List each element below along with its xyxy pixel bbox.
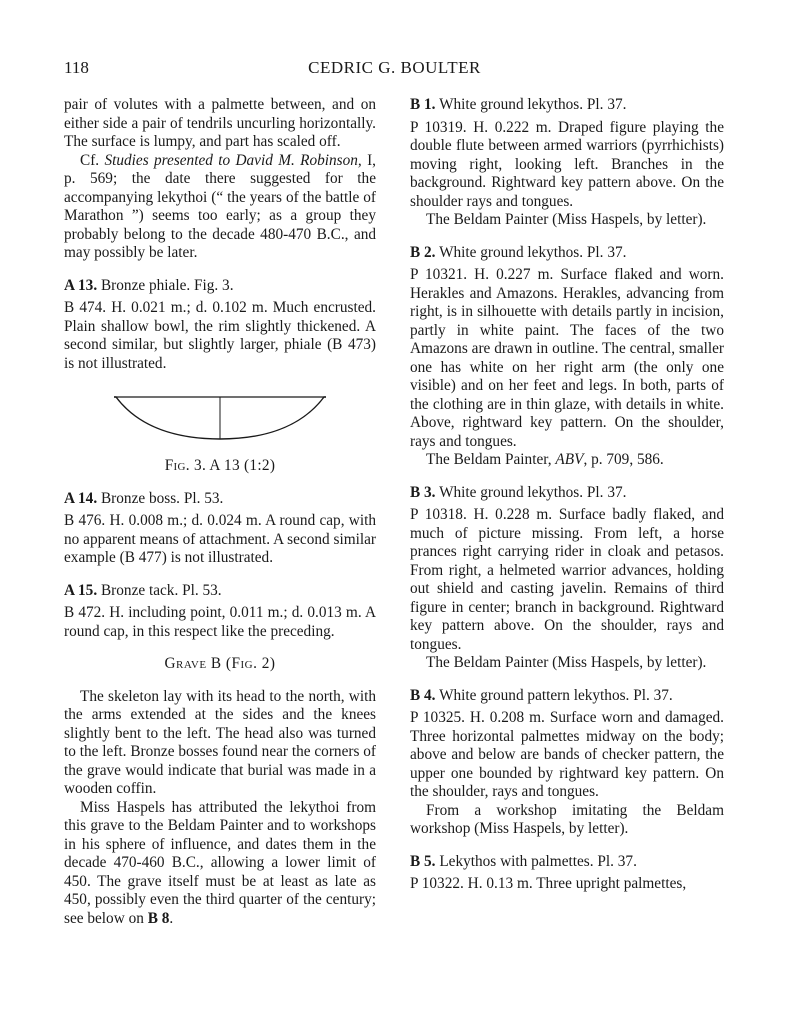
- intro-paragraph: pair of volutes with a palmette between, and on either side a pair of tendrils uncurling horizontally. The surface is lumpy, and part has scaled off.: [64, 96, 376, 150]
- a13-heading: [64, 277, 376, 296]
- grave-paragraph-2: [64, 799, 376, 929]
- b3-attribution: The Beldam Painter (Miss Haspels, by letter).: [426, 654, 707, 671]
- b4-id: B 4.: [410, 686, 436, 704]
- page-header: [0, 58, 789, 82]
- b1-id: B 1.: [410, 96, 436, 113]
- b4-title: White ground pattern lekythos. Pl. 37.: [439, 686, 673, 704]
- a13-id: A 13.: [64, 276, 98, 294]
- b1-heading: [410, 96, 724, 115]
- a14-id: A 14.: [64, 489, 98, 507]
- b2-attr-a: The Beldam Painter,: [426, 451, 552, 468]
- b2-title: White ground lekythos. Pl. 37.: [439, 243, 627, 261]
- b2-heading: [410, 244, 724, 263]
- a15-text: B 472. H. including point, 0.011 m.; d. 0.013 m. A round cap, in this respect like the preceding.: [64, 604, 376, 640]
- b2-id: B 2.: [410, 243, 436, 261]
- cf-paragraph: [64, 152, 376, 263]
- b1-title: White ground lekythos. Pl. 37.: [439, 96, 627, 113]
- a13-title: Bronze phiale. Fig. 3.: [100, 276, 234, 294]
- page-number: 118: [64, 58, 89, 77]
- b5-id: B 5.: [410, 852, 436, 870]
- b3-id: B 3.: [410, 483, 436, 501]
- running-title: CEDRIC G. BOULTER: [308, 58, 481, 77]
- cf-title: Studies presented to David M. Robinson,: [104, 151, 362, 169]
- cf-bc: B.C.,: [316, 225, 349, 243]
- a14-title: Bronze boss. Pl. 53.: [100, 489, 224, 507]
- figure-caption: Fig. 3. A 13 (1:2): [164, 457, 276, 474]
- b2-text: P 10321. H. 0.227 m. Surface flaked and worn. Herakles and Amazons. Herakles, advancing from right, is in silhouette with details partly in incision, partly in white paint. The faces of the two Amazons are drawn in outline. The central, smaller one has white on her right arm (the only one visible) and on her feet and legs. In both, parts of the clothing are in thin glaze, with details in white. Above, rightward key pattern. On the shoulder, rays and tongues.: [410, 266, 724, 450]
- b3-heading: [410, 484, 724, 503]
- b5-text: P 10322. H. 0.13 m. Three upright palmettes,: [410, 875, 687, 892]
- b4-text: P 10325. H. 0.208 m. Surface worn and damaged. Three horizontal palmettes midway on the body; above and below are bands of checker pattern, the upper one bounded by rightward key pattern. On the shoulder, rays and tongues.: [410, 709, 724, 800]
- cf-text-1: I, p. 569; the date there suggested for the accompanying lekythoi (“ the years of the battle of Marathon ”) seems too early; as a group they probably belong to the decade 480-470: [64, 151, 376, 243]
- b2-attribution: [410, 451, 724, 470]
- grave-b-heading: Grave B (Fig. 2): [164, 655, 276, 672]
- grave-p2-bc: B.C.,: [171, 854, 204, 871]
- grave-p2-ref: B 8: [147, 909, 170, 927]
- b4-heading: [410, 687, 724, 706]
- b5-heading: [410, 853, 724, 872]
- left-column: [64, 96, 376, 928]
- b1-text: P 10319. H. 0.222 m. Draped figure playing the double flute between armed warriors (pyrrhichists) moving right, looking left. Branches in the background. Rightward key pattern above. On the shoulder rays and tongues.: [410, 118, 724, 210]
- a15-title: Bronze tack. Pl. 53.: [100, 581, 222, 599]
- grave-p2-text-a: Miss Haspels has attributed the lekythoi from this grave to the Beldam Painter and to workshops in his sphere of influence, and dates them in the decade 470-460: [64, 798, 376, 871]
- b2-attr-ref: ABV: [555, 451, 584, 468]
- b5-title: Lekythos with palmettes. Pl. 37.: [439, 852, 637, 870]
- a15-heading: [64, 582, 376, 601]
- a14-text: B 476. H. 0.008 m.; d. 0.024 m. A round cap, with no apparent means of attachment. A second similar example (B 477) is not illustrated.: [64, 512, 376, 566]
- grave-p2-text-b: allowing a lower limit of 450. The grave itself must be at least as late as 450, possibly even the third quarter of the century; see below on: [64, 854, 377, 927]
- b2-attr-b: , p. 709, 586.: [583, 451, 664, 468]
- b1-attribution: The Beldam Painter (Miss Haspels, by letter).: [426, 211, 707, 228]
- a15-id: A 15.: [64, 581, 98, 599]
- grave-paragraph-1: The skeleton lay with its head to the north, with the arms extended at the sides and the knees slightly bent to the left. The head also was turned to the left. Bronze bosses found near the corners of the grave would indicate that burial was made in a wooden coffin.: [64, 687, 376, 797]
- cf-text-2: and may possibly be later.: [64, 225, 377, 261]
- grave-p2-end: .: [169, 909, 174, 927]
- right-column: [410, 96, 724, 894]
- phiale-figure: [64, 389, 376, 449]
- phiale-profile-drawing: [110, 389, 330, 449]
- b3-text: P 10318. H. 0.228 m. Surface badly flaked, and much of picture missing. From left, a horse prances right carrying rider in cloak and petasos. From right, a helmeted warrior advances, holding out shield and casting javelin. Remains of third figure in center; branch in background. Rightward key pattern above. On the shoulder, rays and tongues.: [410, 506, 724, 653]
- b4-attribution: From a workshop imitating the Beldam workshop (Miss Haspels, by letter).: [410, 801, 724, 837]
- cf-prefix: Cf.: [80, 151, 100, 169]
- b3-title: White ground lekythos. Pl. 37.: [439, 483, 627, 501]
- a13-text: B 474. H. 0.021 m.; d. 0.102 m. Much encrusted. Plain shallow bowl, the rim slightly thickened. A second similar, but slightly larger, phiale (B 473) is not illustrated.: [64, 299, 376, 372]
- a14-heading: [64, 490, 376, 509]
